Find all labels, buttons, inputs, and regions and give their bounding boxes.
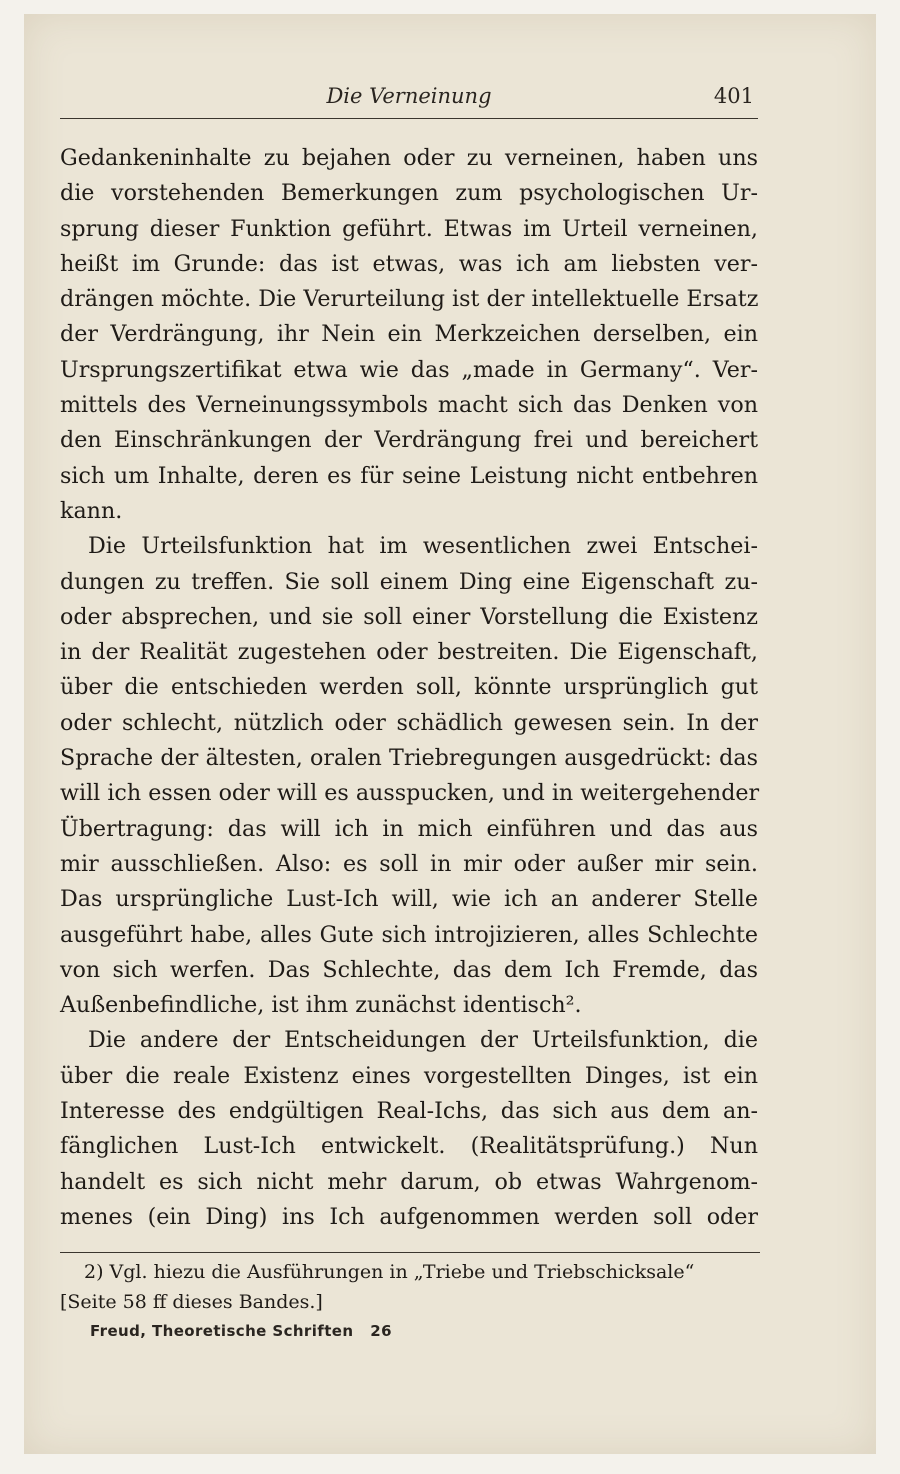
text-line: drängen möchte. Die Verurteilung ist der intellektuelle Ersatz	[60, 286, 759, 313]
printer-signature: Freud, Theoretische Schriften 26	[90, 1322, 392, 1340]
text-line: handelt es sich nicht mehr darum, ob etwas Wahrgenom-	[60, 1168, 758, 1195]
text-line: Ursprungszertifikat etwa wie das „made in Germany“. Ver-	[60, 356, 758, 383]
footnote-divider	[60, 1252, 760, 1253]
running-title: Die Verneinung	[326, 84, 492, 108]
text-line: menes (ein Ding) ins Ich aufgenommen werden soll oder	[60, 1203, 758, 1230]
text-line: in der Realität zugestehen oder bestreiten. Die Eigenschaft,	[60, 639, 758, 666]
text-line: oder schlecht, nützlich oder schädlich gewesen sein. In der	[60, 709, 758, 736]
text-line: der Verdrängung, ihr Nein ein Merkzeichen derselben, ein	[60, 321, 758, 348]
text-line: sprung dieser Funktion geführt. Etwas im Urteil verneinen,	[60, 215, 758, 242]
text-line: Übertragung: das will ich in mich einführen und das aus	[60, 815, 758, 842]
text-line: den Einschränkungen der Verdrängung frei und bereichert	[60, 427, 758, 454]
text-line: Interesse des endgültigen Real-Ichs, das sich aus dem an-	[60, 1098, 758, 1125]
text-line: von sich werfen. Das Schlechte, das dem Ich Fremde, das	[60, 956, 758, 983]
body-text	[60, 141, 758, 1235]
text-line: ausgeführt habe, alles Gute sich introjizieren, alles Schlechte	[60, 921, 758, 948]
text-line: kann.	[60, 497, 123, 524]
footnote-line: [Seite 58 ff dieses Bandes.]	[60, 1291, 323, 1313]
text-line: heißt im Grunde: das ist etwas, was ich am liebsten ver-	[60, 250, 758, 277]
footnote	[60, 1257, 758, 1317]
footnote-line: 2) Vgl. hiezu die Ausführungen in „Triebe und Triebschicksale“	[84, 1261, 695, 1283]
text-line: Außenbefindliche, ist ihm zunächst identisch².	[60, 992, 582, 1019]
text-line: die vorstehenden Bemerkungen zum psychologischen Ur-	[60, 180, 758, 207]
text-line: mittels des Verneinungssymbols macht sich das Denken von	[60, 392, 758, 419]
text-line: oder absprechen, und sie soll einer Vorstellung die Existenz	[60, 603, 758, 630]
text-line: will ich essen oder will es ausspucken, und in weitergehender	[60, 780, 760, 807]
text-line: mir ausschließen. Also: es soll in mir oder außer mir sein.	[60, 850, 758, 877]
text-line: Gedankeninhalte zu bejahen oder zu verneinen, haben uns	[60, 145, 758, 171]
running-header	[60, 78, 758, 119]
text-line: dungen zu treffen. Sie soll einem Ding eine Eigenschaft zu-	[60, 568, 758, 595]
text-line: sich um Inhalte, deren es für seine Leistung nicht entbehren	[60, 462, 758, 489]
page-number: 401	[713, 84, 754, 108]
text-line: Sprache der ältesten, oralen Triebregungen ausgedrückt: das	[60, 745, 758, 772]
text-line: Das ursprüngliche Lust-Ich will, wie ich an anderer Stelle	[60, 886, 758, 913]
text-line: fänglichen Lust-Ich entwickelt. (Realitätsprüfung.) Nun	[60, 1133, 758, 1160]
text-line: über die reale Existenz eines vorgestellten Dinges, ist ein	[60, 1062, 758, 1089]
paragraph-start-line: Die Urteilsfunktion hat im wesentlichen zwei Entschei-	[88, 533, 758, 560]
paragraph-start-line: Die andere der Entscheidungen der Urteilsfunktion, die	[88, 1027, 758, 1054]
text-line: über die entschieden werden soll, könnte ursprünglich gut	[60, 674, 758, 701]
